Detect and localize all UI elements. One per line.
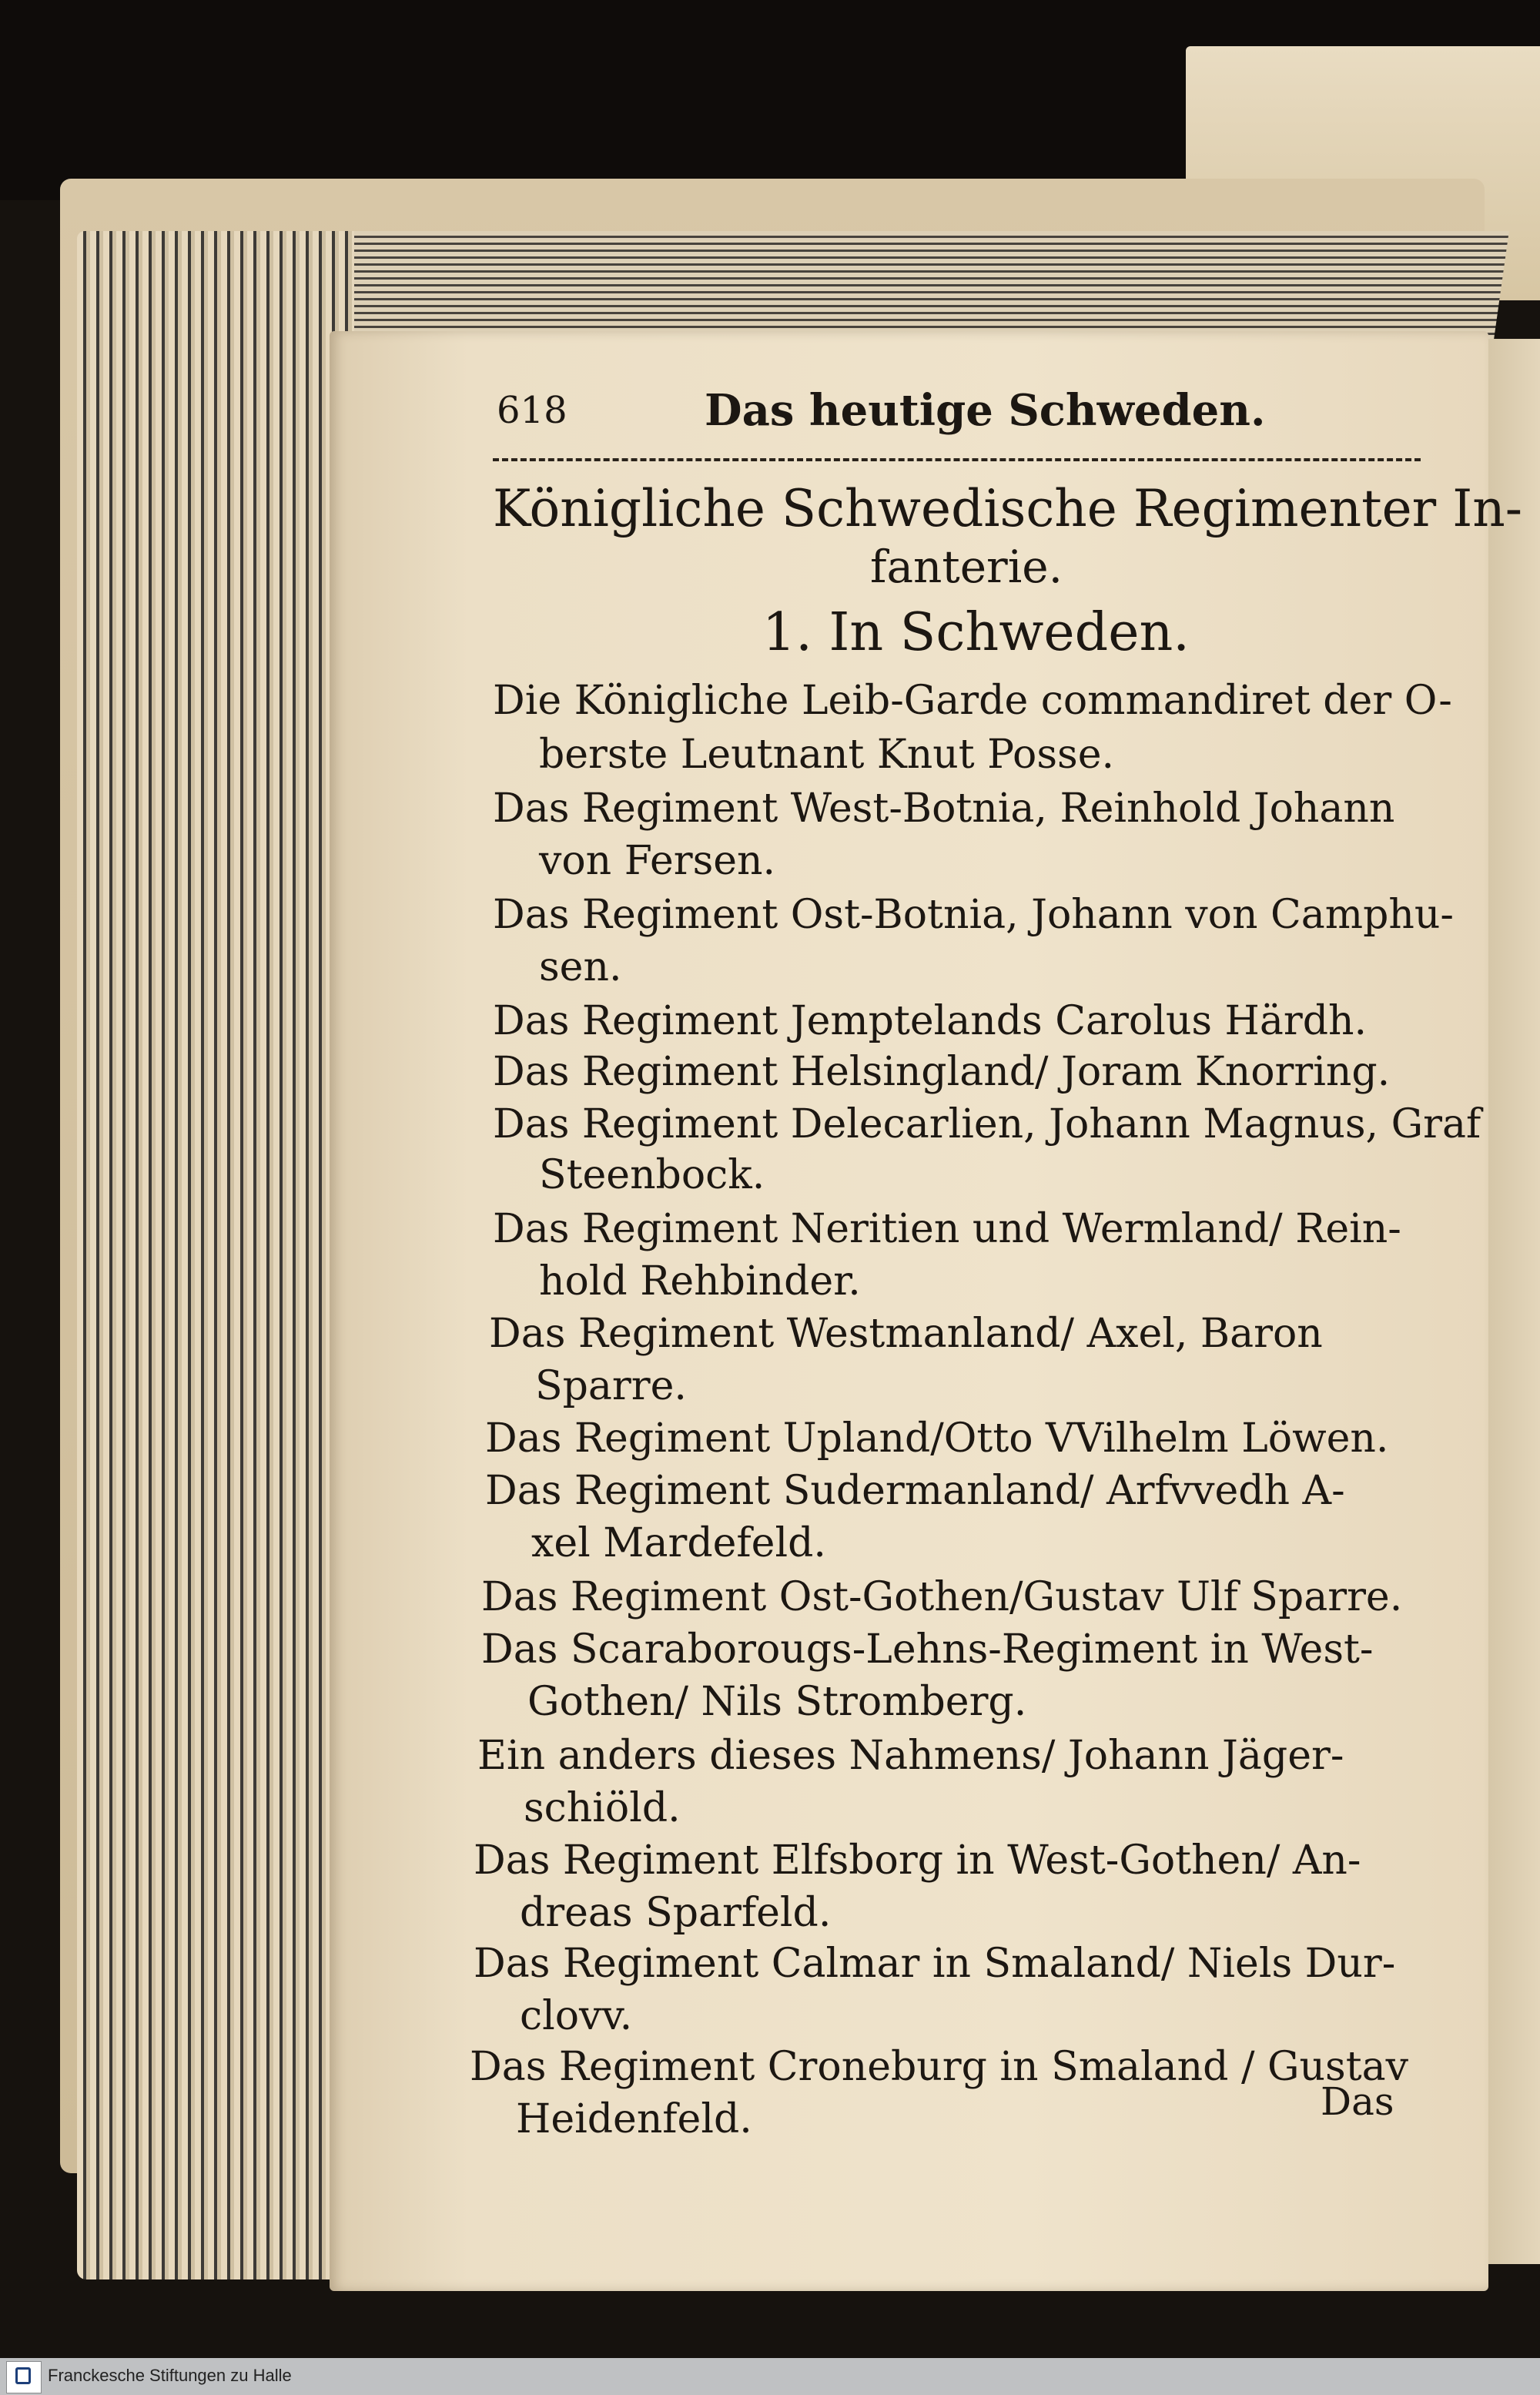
entry-line: Das Scaraborougs-Lehns-Regiment in West- — [481, 1626, 1374, 1673]
entry-line: Heidenfeld. — [516, 2096, 752, 2142]
chapter-heading-continued: fanterie. — [870, 541, 1063, 593]
entry-line: clovv. — [520, 1993, 633, 2039]
entry-line: dreas Sparfeld. — [520, 1890, 832, 1936]
entry-line: Das Regiment Elfsborg in West-Gothen/ An- — [474, 1837, 1361, 1884]
building-icon — [15, 2367, 31, 2384]
entry-line: Ein anders dieses Nahmens/ Johann Jäger- — [477, 1733, 1344, 1779]
entry-line: Gothen/ Nils Stromberg. — [527, 1679, 1027, 1725]
entry-line: Das Regiment West-Botnia, Reinhold Johann — [493, 785, 1395, 832]
chapter-heading: Königliche Schwedische Regimenter In- — [493, 479, 1523, 538]
running-head: Das heutige Schweden. — [705, 385, 1266, 436]
entry-line: Das Regiment Helsingland/ Joram Knorring. — [493, 1049, 1391, 1095]
page-edges-left — [77, 231, 354, 2279]
entry-line: Sparre. — [535, 1363, 687, 1409]
entry-line: Das Regiment Croneburg in Smaland / Gustav — [470, 2044, 1408, 2090]
section-title: 1. In Schweden. — [762, 602, 1190, 663]
entry-line: Das Regiment Neritien und Wermland/ Rein- — [493, 1206, 1401, 1252]
catchword: Das — [1321, 2079, 1394, 2124]
entry-line: sen. — [539, 944, 622, 990]
entry-line: Das Regiment Westmanland/ Axel, Baron — [489, 1311, 1323, 1357]
institution-name: Franckesche Stiftungen zu Halle — [48, 2366, 292, 2385]
entry-line: Das Regiment Sudermanland/ Arfvvedh A- — [485, 1468, 1345, 1514]
entry-line: Steenbock. — [539, 1152, 765, 1198]
entry-line: Die Königliche Leib-Garde commandiret der O- — [493, 678, 1452, 724]
entry-line: hold Rehbinder. — [539, 1258, 861, 1305]
entry-line: von Fersen. — [539, 838, 776, 884]
entry-line: Das Regiment Delecarlien, Johann Magnus, Graf — [493, 1101, 1481, 1147]
entry-line: Das Regiment Upland/Otto VVilhelm Löwen. — [485, 1415, 1389, 1462]
entry-line: Das Regiment Jemptelands Carolus Härdh. — [493, 998, 1368, 1044]
entry-line: Das Regiment Calmar in Smaland/ Niels Dur- — [474, 1941, 1396, 1987]
header-rule — [493, 458, 1421, 461]
entry-line: Das Regiment Ost-Gothen/Gustav Ulf Sparre. — [481, 1574, 1403, 1620]
entry-line: xel Mardefeld. — [531, 1520, 826, 1566]
page-number: 618 — [497, 389, 567, 432]
entry-line: schiöld. — [524, 1785, 681, 1831]
entry-line: Das Regiment Ost-Botnia, Johann von Camphu- — [493, 892, 1454, 938]
entry-line: berste Leutnant Knut Posse. — [539, 732, 1115, 778]
